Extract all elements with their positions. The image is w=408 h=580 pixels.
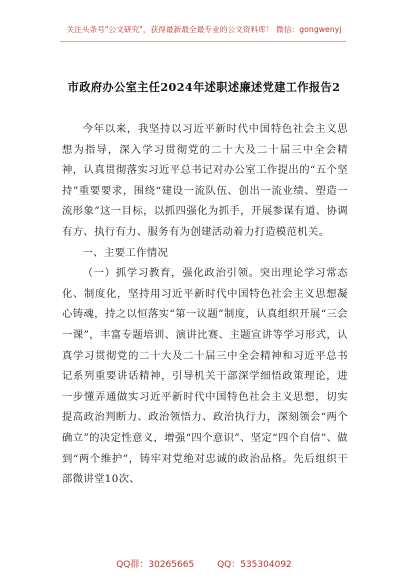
document-body <box>62 119 348 490</box>
header-banner: 关注头条号"公文研究"，获得最新最全最专业的公文资料库！ 微信：gongwenyj <box>66 25 342 34</box>
footer-contact: QQ群：30265665 QQ：535304092 <box>116 560 292 570</box>
body-paragraph: （一）抓学习教育，强化政治引领。突出理论学习常态化、制度化，坚持用习近平新时代中国特色社会主义思想凝心铸魂，持之以恒落实“第一议题”制度，认真组织开展“三会一课”，丰富专题培训、演讲比赛、主题宣讲等学习形式，认真学习贯彻党的二十大及二十届三中全会精神和习近平总书记系列重要讲话精神，引导机关干部深学细悟政策理论，进一步懂弄通做实习近平新时代中国特色社会主义思想，切实提高政治判断力、政治领悟力、政治执行力，深刻领会“两个确立”的决定性意义，增强“四个意识”、坚定“四个自信”、做到“两个维护”，铸牢对党绝对忠诚的政治品格。先后组织干部微讲堂10次、 <box>62 267 348 486</box>
intro-paragraph: 今年以来，我坚持以习近平新时代中国特色社会主义思想为指导，深入学习贯彻党的二十大及二十届三中全会精神，认真贯彻落实习近平总书记对办公室工作提出的“五个坚持”重要要求，围绕“建设一流队伍、创出一流业绩、塑造一流形象”这一目标，以抓四强化为抓手，开展参谋有道、协调有方、执行有力、服务有为创建活动着力打造模范机关。 <box>62 123 348 238</box>
document-title: 市政府办公室主任2024年述职述廉述党建工作报告2 <box>67 80 341 94</box>
header-divider <box>60 41 346 42</box>
section-heading: 一、主要工作情况 <box>82 246 169 259</box>
